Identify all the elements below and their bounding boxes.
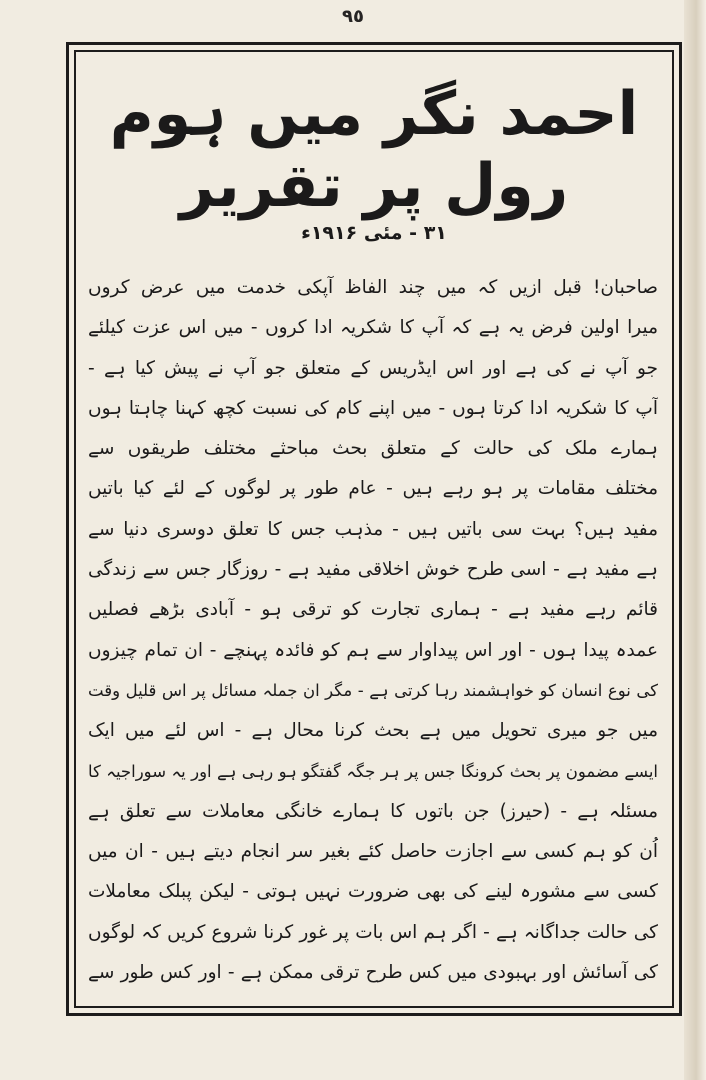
body-line: عمدہ پیدا ہوں - اور اس پیداوار سے ہم کو فائدہ پہنچے - ان تمام چیزوں xyxy=(88,639,658,661)
page-number: ٩٥ xyxy=(342,6,364,27)
body-line: آپ کا شکریہ ادا کرتا ہوں - میں اپنے کام کی نسبت کچھ کہنا چاہتا ہوں xyxy=(88,397,658,419)
body-line: کسی سے مشورہ لینے کی بھی ضرورت نہیں ہوتی - لیکن پبلک معاملات xyxy=(88,881,658,903)
body-line: مفید ہیں؟ بہت سی باتیں ہیں - مذہب جس کا تعلق دوسری دنیا سے xyxy=(88,518,658,540)
body-line: مختلف مقامات پر ہو رہے ہیں - عام طور پر لوگوں کے لئے کیا باتیں xyxy=(88,478,658,500)
page-edge-shadow xyxy=(684,0,706,1080)
body-line: قائم رہے مفید ہے - ہماری تجارت کو ترقی ہو - آبادی بڑھے فصلیں xyxy=(88,599,658,621)
body-line: ایسے مضمون پر بحث کرونگا جس پر ہر جگہ گفتگو ہو رہی ہے اور یہ سوراجیہ کا xyxy=(88,761,658,781)
body-line: مسئلہ ہے - (حیرز) جن باتوں کا ہمارے خانگی معاملات سے تعلق ہے xyxy=(88,800,658,822)
body-line: ہمارے ملک کی حالت کے متعلق بحث مباحثے مختلف طریقوں سے xyxy=(88,438,658,460)
article-title: احمد نگر میں ہوم رول پر تقریر xyxy=(109,79,639,221)
speech-date: ۳۱ - مئی ۱۹۱۶ء xyxy=(301,222,447,244)
body-line: کی آسائش اور بہبودی میں کس طرح ترقی ممکن ہے - اور کس طور سے xyxy=(88,962,658,984)
body-line: اُن کو ہم کسی سے اجازت حاصل کئے بغیر سر انجام دیتے ہیں - ان میں xyxy=(88,841,658,863)
body-line: کی نوع انسان کو خواہشمند رہا کرتی ہے - مگر ان جملہ مسائل پر اس قلیل وقت xyxy=(88,680,658,700)
body-line: میں جو میری تحویل میں ہے بحث کرنا محال ہے - اس لئے میں ایک xyxy=(88,720,658,742)
speech-body xyxy=(88,268,658,993)
body-line: جو آپ نے کی ہے اور اس ایڈریس کے متعلق جو آپ نے پیش کیا ہے - xyxy=(88,357,658,379)
body-line: کی حالت جداگانہ ہے - اگر ہم اس بات پر غور کرنا شروع کریں کہ لوگوں xyxy=(88,921,658,943)
body-line: میرا اولین فرض یہ ہے کہ آپ کا شکریہ ادا کروں - میں اس عزت کیلئے xyxy=(88,317,658,339)
body-line: ہے مفید ہے - اسی طرح خوش اخلاقی مفید ہے - روزگار جس سے زندگی xyxy=(88,559,658,581)
body-line: صاحبان! قبل ازیں کہ میں چند الفاظ آپکی خدمت میں عرض کروں xyxy=(88,277,658,298)
